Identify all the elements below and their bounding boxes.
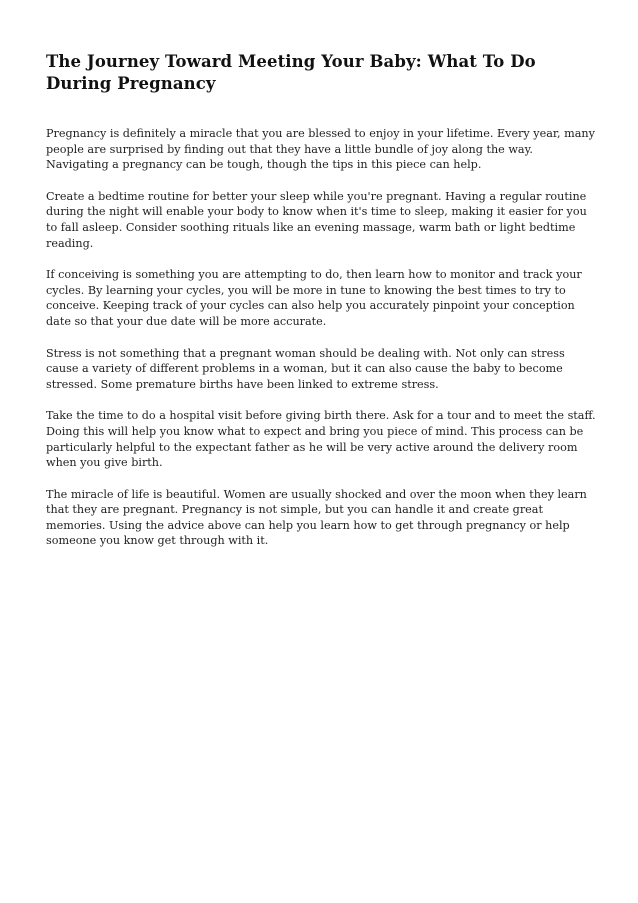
paragraph-bedtime-routine: Create a bedtime routine for better your sleep while you're pregnant. Having a regular routine during the night will enable your body to know when it's time to sleep, making it easier for you to fall asleep. Consider soothing rituals like an evening massage, warm bath or light bedtime reading. xyxy=(46,189,587,250)
paragraph-intro: Pregnancy is definitely a miracle that you are blessed to enjoy in your lifetime. Every year, many people are surprised by finding out that they have a little bundle of joy along the way. Navigating a pregnancy can be tough, though the tips in this piece can help. xyxy=(46,127,595,172)
paragraph-stress: Stress is not something that a pregnant woman should be dealing with. Not only can stress cause a variety of different problems in a woman, but it can also cause the baby to become stressed. Some premature births have been linked to extreme stress. xyxy=(46,346,565,391)
paragraph-conclusion: The miracle of life is beautiful. Women are usually shocked and over the moon when they learn that they are pregnant. Pregnancy is not simple, but you can handle it and create great memories. Using the advice above can help you learn how to get through pregnancy or help someone you know get through with it. xyxy=(46,487,587,548)
paragraph-track-cycles: If conceiving is something you are attempting to do, then learn how to monitor and track your cycles. By learning your cycles, you will be more in tune to knowing the best times to try to conceive. Keeping track of your cycles can also help you accurately pinpoint your conception date so that your due date will be more accurate. xyxy=(46,268,582,328)
paragraph-hospital-visit: Take the time to do a hospital visit before giving birth there. Ask for a tour and to meet the staff. Doing this will help you know what to expect and bring you piece of mind. This process can be particularly helpful to the expectant father as he will be very active around the delivery room when you give birth. xyxy=(46,409,596,470)
document-title: The Journey Toward Meeting Your Baby: What To Do During Pregnancy xyxy=(46,52,536,93)
document-page xyxy=(46,51,598,565)
